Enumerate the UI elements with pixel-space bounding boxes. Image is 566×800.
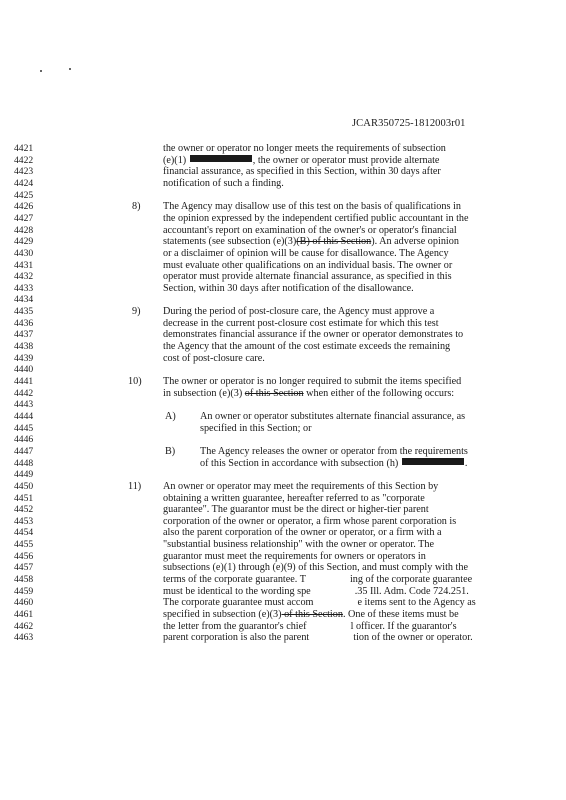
document-line — [0, 597, 566, 609]
line-number: 4444 — [14, 410, 34, 422]
line-number: 4443 — [14, 399, 34, 411]
text-run: operator must provide alternate financial assurance, as specified in this — [163, 271, 452, 283]
line-number: 4447 — [14, 445, 34, 457]
text-run: . — [464, 457, 468, 469]
line-text — [163, 586, 469, 598]
text-run: subsections (e)(1) through (e)(9) of this Section, and must comply with the — [163, 562, 468, 574]
text-run: An owner or operator may meet the requirements of this Section by — [163, 480, 439, 492]
line-number: 4421 — [14, 143, 34, 154]
document-line — [0, 481, 566, 493]
line-number: 4428 — [14, 224, 34, 236]
line-number: 4433 — [14, 282, 34, 294]
line-text — [163, 341, 450, 353]
text-run: or a disclaimer of opinion will be cause for disallowance. The Agency — [163, 247, 449, 259]
item-label: 8) — [132, 201, 141, 213]
text-run: must evaluate other qualifications on an individual basis. The owner or — [163, 259, 453, 271]
text-run: The Agency releases the owner or operator from the requirements — [200, 445, 468, 457]
document-line — [0, 283, 566, 295]
text-run: decrease in the current post-closure cost estimate for which this test — [163, 317, 439, 329]
text-run: The Agency may disallow use of this test on the basis of qualifications in — [163, 201, 461, 213]
line-text — [163, 527, 442, 539]
document-line — [0, 527, 566, 539]
document-line — [0, 399, 566, 411]
line-number: 4460 — [14, 597, 34, 609]
line-number: 4458 — [14, 574, 34, 586]
document-line — [0, 423, 566, 435]
line-text — [163, 166, 441, 178]
line-number: 4431 — [14, 259, 34, 271]
line-text — [163, 143, 446, 155]
line-number: 4437 — [14, 329, 34, 341]
document-line — [0, 621, 566, 633]
text-run: guarantor must meet the requirements for owners or operators in — [163, 550, 426, 562]
line-text — [200, 411, 465, 423]
line-text — [163, 574, 472, 586]
document-line — [0, 166, 566, 178]
document-line — [0, 574, 566, 586]
line-number: 4424 — [14, 177, 34, 189]
line-number: 4459 — [14, 585, 34, 597]
text-run: demonstrates financial assurance if the owner or operator demonstrates to — [163, 329, 464, 341]
text-run: of this Section in accordance with subsection (h) — [200, 457, 401, 469]
line-text — [163, 388, 454, 400]
document-line — [0, 562, 566, 574]
document-line — [0, 551, 566, 563]
line-text — [163, 248, 449, 260]
line-number: 4462 — [14, 620, 34, 632]
text-run: . One of these items must be — [342, 609, 459, 620]
item-label: 9) — [132, 306, 141, 318]
text-run: the Agency that the amount of the cost estimate exceeds the remaining — [163, 341, 451, 353]
line-number: 4423 — [14, 166, 34, 178]
line-text — [163, 562, 468, 574]
text-run: when either of the following occurs: — [303, 387, 455, 399]
document-line — [0, 143, 566, 155]
document-line — [0, 434, 566, 446]
line-text — [200, 446, 468, 458]
item-label: 10) — [128, 376, 142, 387]
line-number: 4439 — [14, 352, 34, 364]
line-text — [200, 458, 467, 470]
line-text — [163, 213, 469, 225]
line-number: 4422 — [14, 154, 34, 166]
text-run: terms of the corporate guarantee. T — [163, 574, 306, 586]
document-line — [0, 201, 566, 213]
line-number: 4461 — [14, 609, 34, 620]
line-text — [163, 306, 434, 318]
line-number: 4450 — [14, 480, 34, 492]
text-run: accountant's report on examination of the owner's or operator's financial — [163, 224, 457, 236]
document-line — [0, 504, 566, 516]
document-line — [0, 388, 566, 400]
document-line — [0, 632, 566, 644]
line-text — [163, 283, 414, 295]
text-run: notification of such a finding. — [163, 177, 284, 189]
line-number: 4432 — [14, 271, 34, 283]
line-number: 4463 — [14, 632, 34, 644]
line-text — [163, 329, 463, 341]
redaction-mark — [402, 458, 464, 465]
line-number: 4457 — [14, 562, 34, 574]
text-run: The corporate guarantee must accom — [163, 597, 314, 609]
document-line — [0, 213, 566, 225]
text-run: cost of post-closure care. — [163, 352, 265, 364]
document-line — [0, 318, 566, 330]
line-text — [163, 353, 265, 365]
line-number: 4434 — [14, 294, 34, 306]
scan-artifact-dot — [69, 68, 71, 70]
item-label: 11) — [128, 480, 142, 492]
line-text — [163, 481, 438, 493]
line-number: 4430 — [14, 247, 34, 259]
line-text — [163, 201, 461, 213]
line-text — [163, 609, 459, 621]
line-text — [163, 178, 284, 190]
text-run: During the period of post-closure care, the Agency must approve a — [163, 306, 435, 318]
line-text — [163, 551, 426, 563]
line-number: 4442 — [14, 387, 34, 399]
line-number: 4438 — [14, 341, 34, 353]
document-line — [0, 341, 566, 353]
document-line — [0, 446, 566, 458]
line-number: 4427 — [14, 212, 34, 224]
document-line — [0, 294, 566, 306]
text-run: parent corporation is also the parent — [163, 632, 310, 644]
line-text — [163, 155, 439, 167]
text-run: Section, within 30 days after notification of the disallowance. — [163, 282, 414, 294]
document-line — [0, 236, 566, 248]
document-line — [0, 364, 566, 376]
document-line — [0, 271, 566, 283]
line-number: 4425 — [14, 189, 34, 201]
text-run: the opinion expressed by the independent certified public accountant in the — [163, 212, 469, 224]
text-run: (e)(1) — [163, 154, 189, 166]
line-number: 4445 — [14, 422, 34, 434]
text-run: ing of the corporate guarantee — [349, 574, 473, 586]
line-text — [163, 260, 452, 272]
line-number: 4441 — [14, 376, 34, 387]
line-text — [200, 423, 311, 435]
text-run: "substantial business relationship" with the owner or operator. The — [163, 539, 434, 551]
line-text — [163, 504, 429, 516]
line-number: 4449 — [14, 469, 34, 481]
text-run: in subsection (e)(3) — [163, 387, 245, 399]
text-run: The owner or operator is no longer required to submit the items specified — [163, 376, 462, 387]
document-line — [0, 493, 566, 505]
line-number: 4435 — [14, 306, 34, 318]
document-line — [0, 178, 566, 190]
item-label: A) — [165, 410, 176, 422]
line-number: 4453 — [14, 515, 34, 527]
line-number: 4440 — [14, 364, 34, 376]
document-line — [0, 248, 566, 260]
text-run: ). An adverse opinion — [371, 236, 459, 248]
line-text — [163, 621, 457, 633]
line-text — [163, 632, 473, 644]
document-line — [0, 516, 566, 528]
document-line — [0, 306, 566, 318]
document-line — [0, 609, 566, 621]
line-text — [163, 493, 425, 505]
text-run: , the owner or operator must provide alternate — [252, 154, 440, 166]
line-text — [163, 597, 476, 609]
redaction-mark — [190, 155, 252, 162]
struck-text: (B) of this Section — [296, 236, 372, 248]
text-run: must be identical to the wording spe — [163, 585, 311, 597]
line-number: 4448 — [14, 457, 34, 469]
text-run: guarantee". The guarantor must be the direct or higher-tier parent — [163, 504, 429, 516]
line-number: 4452 — [14, 504, 34, 516]
line-number: 4426 — [14, 201, 34, 213]
document-line — [0, 539, 566, 551]
line-number: 4455 — [14, 539, 34, 551]
document-line — [0, 190, 566, 202]
text-run: specified in this Section; or — [200, 422, 312, 434]
text-run: l officer. If the guarantor's — [350, 620, 457, 632]
text-run: financial assurance, as specified in this Section, within 30 days after — [163, 166, 441, 178]
line-text — [163, 539, 434, 551]
scan-artifact-dot — [40, 70, 42, 72]
text-run: tion of the owner or operator. — [353, 632, 473, 644]
text-run: the owner or operator no longer meets the requirements of subsection — [163, 143, 446, 154]
document-line — [0, 225, 566, 237]
document-line — [0, 411, 566, 423]
line-text — [163, 225, 457, 237]
document-line — [0, 469, 566, 481]
line-text — [163, 516, 456, 528]
document-line — [0, 586, 566, 598]
struck-text: of this Section — [281, 609, 343, 620]
document-line — [0, 376, 566, 388]
line-number: 4436 — [14, 317, 34, 329]
document-id: JCAR350725-1812003r01 — [352, 118, 466, 129]
line-text — [163, 271, 452, 283]
line-text — [163, 376, 461, 388]
line-text — [163, 236, 459, 248]
text-run: specified in subsection (e)(3) — [163, 609, 282, 620]
text-run: corporation of the owner or operator, a firm whose parent corporation is — [163, 515, 457, 527]
item-label: B) — [165, 445, 176, 457]
text-run: obtaining a written guarantee, hereafter referred to as "corporate — [163, 492, 425, 504]
line-number: 4446 — [14, 434, 34, 446]
document-line — [0, 260, 566, 272]
text-run: also the parent corporation of the owner or operator, or a firm with a — [163, 527, 442, 539]
struck-text: of this Section — [244, 387, 304, 399]
text-run: the letter from the guarantor's chief — [163, 620, 307, 632]
line-number: 4451 — [14, 492, 34, 504]
document-line — [0, 458, 566, 470]
text-run: e items sent to the Agency as — [357, 597, 476, 609]
document-line — [0, 155, 566, 167]
text-run: .35 Ill. Adm. Code 724.251. — [354, 585, 469, 597]
line-text — [163, 318, 439, 330]
document-line — [0, 329, 566, 341]
line-number: 4429 — [14, 236, 34, 248]
text-run: statements (see subsection (e)(3) — [163, 236, 297, 248]
line-number: 4456 — [14, 550, 34, 562]
line-number: 4454 — [14, 527, 34, 539]
document-line — [0, 353, 566, 365]
text-run: An owner or operator substitutes alternate financial assurance, as — [200, 410, 466, 422]
